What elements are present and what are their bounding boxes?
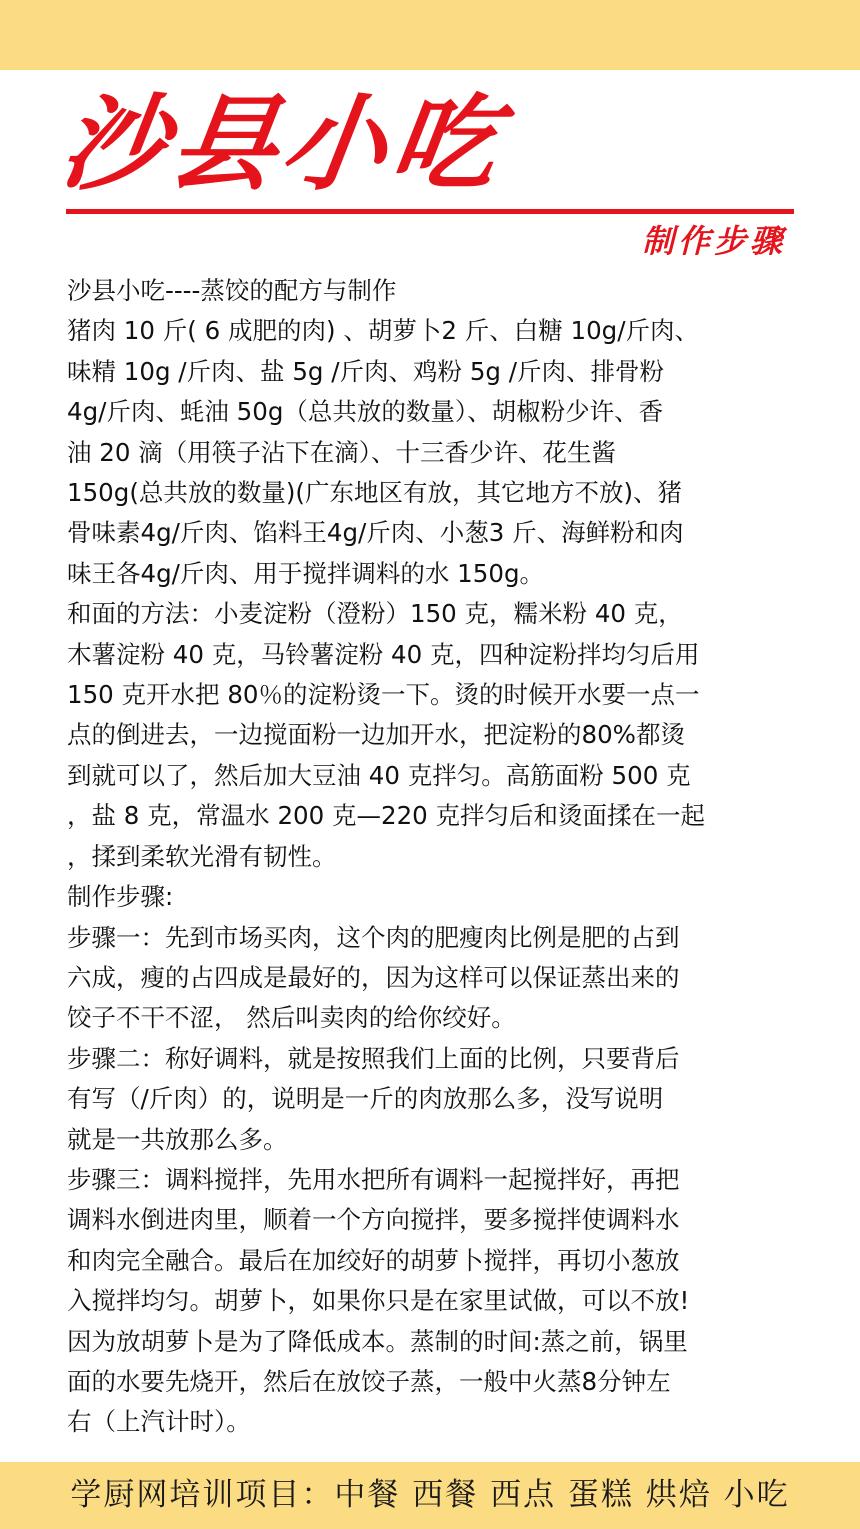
text-line: 4g/斤肉、蚝油 50g（总共放的数量）、胡椒粉少许、香 (67, 397, 664, 427)
text-line: 面的水要先烧开，然后在放饺子蒸，一般中火蒸8分钟左 (67, 1366, 671, 1396)
text-line: 调料水倒进肉里，顺着一个方向搅拌，要多搅拌使调料水 (67, 1205, 680, 1235)
text-line: 右（上汽计时）。 (67, 1407, 251, 1437)
page-title: 沙县小吃 (53, 83, 511, 205)
text-line: 入搅拌均匀。胡萝卜，如果你只是在家里试做，可以不放! (67, 1286, 690, 1316)
title-divider (66, 209, 794, 214)
text-line: 到就可以了，然后加大豆油 40 克拌匀。高筋面粉 500 克 (67, 760, 691, 790)
text-line: 步骤一：先到市场买肉，这个肉的肥瘦肉比例是肥的占到 (67, 922, 680, 952)
page-subtitle: 制作步骤 (641, 222, 786, 260)
text-line: 有写（/斤肉）的，说明是一斤的肉放那么多，没写说明 (67, 1084, 664, 1114)
text-line: 骨味素4g/斤肉、馅料王4g/斤肉、小葱3 斤、海鲜粉和肉 (67, 518, 684, 548)
text-line: 150g(总共放的数量)(广东地区有放，其它地方不放)、猪 (67, 478, 683, 508)
text-line: 步骤三：调料搅拌，先用水把所有调料一起搅拌好，再把 (67, 1164, 680, 1194)
text-line: 步骤二：称好调料，就是按照我们上面的比例，只要背后 (67, 1043, 680, 1073)
recipe-body (67, 271, 807, 1443)
text-line: 油 20 滴（用筷子沾下在滴）、十三香少许、花生酱 (67, 437, 616, 467)
text-line: 因为放胡萝卜是为了降低成本。蒸制的时间:蒸之前，锅里 (67, 1326, 688, 1356)
text-line: 和肉完全融合。最后在加绞好的胡萝卜搅拌，再切小葱放 (67, 1245, 680, 1275)
text-line: 和面的方法：小麦淀粉（澄粉）150 克，糯米粉 40 克， (67, 599, 683, 629)
top-banner (0, 0, 860, 70)
text-line: ，盐 8 克，常温水 200 克—220 克拌匀后和烫面揉在一起 (67, 801, 706, 831)
text-line: 味精 10g /斤肉、盐 5g /斤肉、鸡粉 5g /斤肉、排骨粉 (67, 356, 664, 386)
text-line: ，揉到柔软光滑有韧性。 (67, 841, 337, 871)
text-line: 点的倒进去，一边搅面粉一边加开水，把淀粉的80%都烫 (67, 720, 685, 750)
text-line: 味王各4g/斤肉、用于搅拌调料的水 150g。 (67, 558, 544, 588)
text-line: 饺子不干不涩， 然后叫卖肉的给你绞好。 (67, 1003, 516, 1033)
footer-training-items: 学厨网培训项目：中餐 西餐 西点 蛋糕 烘焙 小吃 (70, 1477, 790, 1513)
recipe-heading: 沙县小吃----蒸饺的配方与制作 (67, 276, 397, 305)
text-line: 就是一共放那么多。 (67, 1124, 288, 1154)
text-line: 150 克开水把 80％的淀粉烫一下。烫的时候开水要一点一 (67, 680, 700, 710)
text-line: 猪肉 10 斤( 6 成肥的肉) 、胡萝卜2 斤、白糖 10g/斤肉、 (67, 316, 699, 346)
steps-heading: 制作步骤: (67, 882, 174, 912)
text-line: 六成，瘦的占四成是最好的，因为这样可以保证蒸出来的 (67, 962, 680, 992)
text-line: 木薯淀粉 40 克，马铃薯淀粉 40 克，四种淀粉拌均匀后用 (67, 639, 700, 669)
